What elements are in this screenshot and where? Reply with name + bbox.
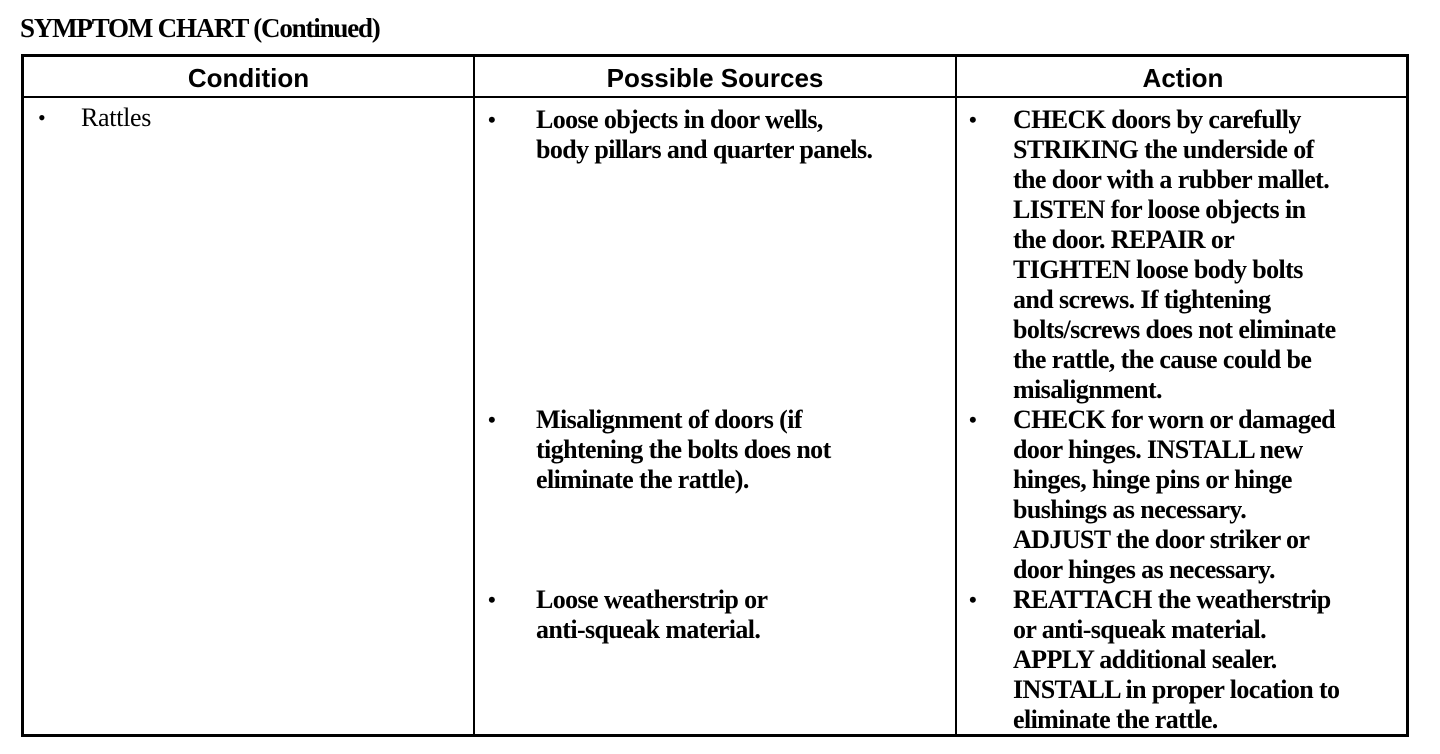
source-line: Loose objects in door wells, <box>536 105 823 134</box>
bullet: • <box>488 587 496 612</box>
action-line: eliminate the rattle. <box>1013 705 1218 734</box>
action-line: STRIKING the underside of <box>1013 135 1314 164</box>
action-line: door hinges. INSTALL new <box>1013 435 1303 464</box>
condition-bullet: • <box>38 105 46 130</box>
condition-rattles: Rattles <box>81 103 152 132</box>
action-line: the rattle, the cause could be <box>1013 345 1312 374</box>
action-line: REATTACH the weatherstrip <box>1013 585 1331 614</box>
action-line: ADJUST the door striker or <box>1013 525 1310 554</box>
source-line: body pillars and quarter panels. <box>536 135 873 164</box>
action-line: LISTEN for loose objects in <box>1013 195 1306 224</box>
column-header-action: Action <box>1142 63 1224 93</box>
bullet: • <box>969 587 977 612</box>
bullet: • <box>969 107 977 132</box>
source-line: Loose weatherstrip or <box>536 585 768 614</box>
column-divider <box>473 57 475 734</box>
action-line: door hinges as necessary. <box>1013 555 1275 584</box>
action-line: APPLY additional sealer. <box>1013 645 1277 674</box>
action-line: INSTALL in proper location to <box>1013 675 1340 704</box>
action-line: or anti-squeak material. <box>1013 615 1267 644</box>
source-line: anti-squeak material. <box>536 615 761 644</box>
source-line: tightening the bolts does not <box>536 435 831 464</box>
column-divider <box>955 57 957 734</box>
column-header-condition: Condition <box>187 63 310 93</box>
action-line: hinges, hinge pins or hinge <box>1013 465 1292 494</box>
source-line: eliminate the rattle). <box>536 465 749 494</box>
source-line: Misalignment of doors (if <box>536 405 802 434</box>
action-line: and screws. If tightening <box>1013 285 1271 314</box>
action-line: misalignment. <box>1013 375 1162 404</box>
action-line: bolts/screws does not eliminate <box>1013 315 1336 344</box>
action-line: the door. REPAIR or <box>1013 225 1235 254</box>
action-line: CHECK for worn or damaged <box>1013 405 1336 434</box>
symptom-chart-table <box>21 54 1409 737</box>
bullet: • <box>969 407 977 432</box>
bullet: • <box>488 107 496 132</box>
action-line: TIGHTEN loose body bolts <box>1013 255 1303 284</box>
bullet: • <box>488 407 496 432</box>
header-divider <box>24 96 1406 98</box>
action-line: bushings as necessary. <box>1013 495 1247 524</box>
page-title: SYMPTOM CHART (Continued) <box>20 13 380 43</box>
column-header-possible-sources: Possible Sources <box>606 63 824 93</box>
action-line: CHECK doors by carefully <box>1013 105 1301 134</box>
action-line: the door with a rubber mallet. <box>1013 165 1330 194</box>
